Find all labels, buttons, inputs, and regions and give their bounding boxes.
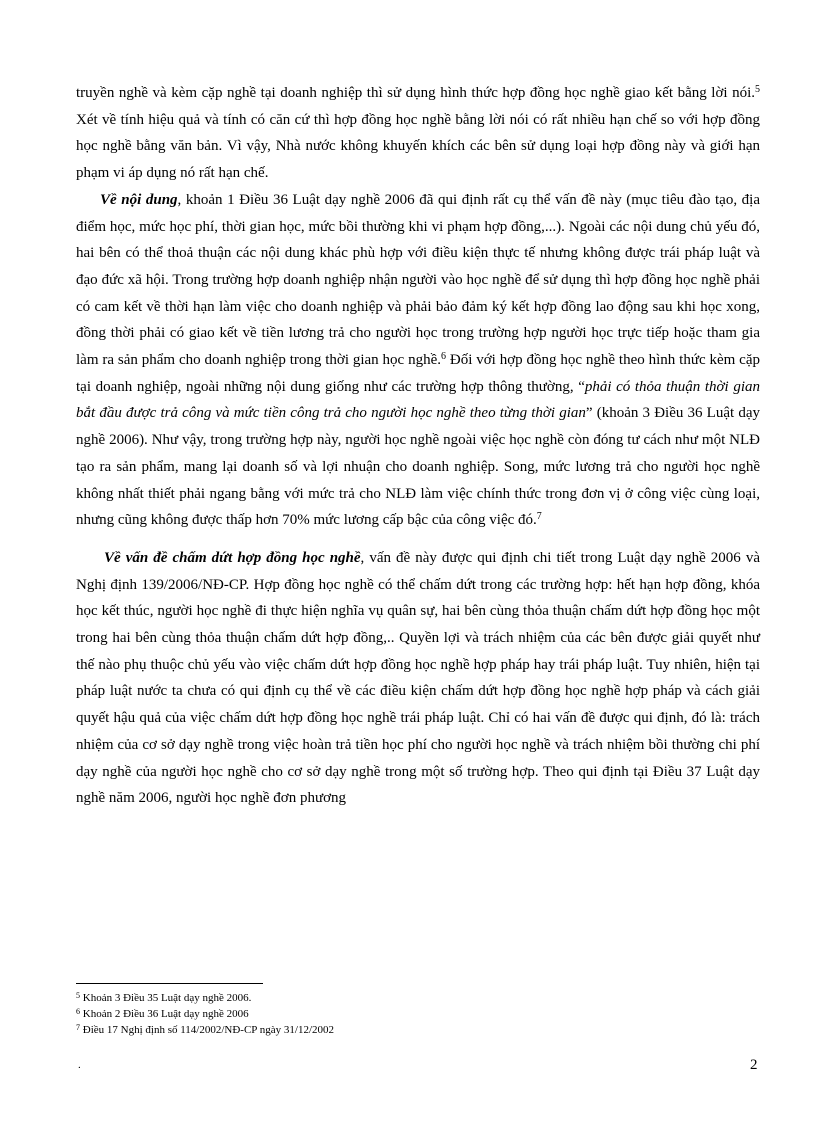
body-text (76, 80, 760, 812)
page-number: 2 (750, 1057, 758, 1073)
section-heading-termination: Về vấn đề chấm dứt hợp đồng học nghề (104, 549, 361, 566)
footnote-5: $^5$ Khoản 3 Điều 35 Luật dạy nghề 2006. (76, 991, 252, 1004)
footnote-7: $^7$ Điều 17 Nghị định số 114/2002/NĐ-CP ngày 31/12/2002 (76, 1023, 335, 1036)
footnote-ref-7[interactable]: 7 (536, 511, 542, 523)
paragraph-2: Về nội dung, khoản 1 Điều 36 Luật dạy nghề 2006 đã qui định rất cụ thể vấn đề này (mục tiêu đào tạo, địa điểm học, mức học phí, thời gian học, mức bồi thường khi vi phạm hợp đồng,...). Ngoài các nội dung chủ yếu đó, hai bên có thể thoả thuận các nội dung khác phù hợp với điều kiện thực tế nhưng không được trái pháp luật và đạo đức xã hội. Trong trường hợp doanh nghiệp nhận người vào học nghề để sử dụng thì hợp đồng học nghề phải có cam kết về thời hạn làm việc cho doanh nghiệp và phải bảo đảm ký kết hợp đồng lao động sau khi học xong, đồng thời phải có giao kết về tiền lương trả cho người học trong trường hợp người học trực tiếp hoặc tham gia làm ra sản phẩm cho doanh nghiệp trong thời gian học nghề.$^6$ Đối với hợp đồng học nghề theo hình thức kèm cặp tại doanh nghiệp, ngoài những nội dung giống như các trường hợp thông thường, “phải có thỏa thuận thời gian bắt đầu được trả công và mức tiền công trả cho người học nghề theo từng thời gian” (khoản 3 Điều 36 Luật dạy nghề 2006). Như vậy, trong trường hợp này, người học nghề ngoài việc học nghề còn đóng tư cách như một NLĐ tạo ra sản phẩm, mang lại doanh số và lợi nhuận cho doanh nghiệp. Song, mức lương trả cho người học nghề không nhất thiết phải ngang bằng với mức trả cho NLĐ làm việc chính thức trong đơn vị ở công việc cùng loại, nhưng cũng không được thấp hơn 70% mức lương cấp bậc của công việc đó.$^7$ (76, 191, 761, 529)
footnote-6: $^6$ Khoản 2 Điều 36 Luật dạy nghề 2006 (76, 1007, 249, 1020)
footnotes (76, 990, 576, 1038)
footnote-ref-5[interactable]: 5 (755, 84, 760, 95)
section-heading-content: Về nội dung (100, 191, 178, 208)
footnote-separator (76, 983, 263, 984)
quoted-text: phải có thỏa thuận thời gian bắt đầu được trả công và mức tiền công trả cho người học nghề theo từng thời gian (76, 378, 760, 422)
paragraph-1: truyền nghề và kèm cặp nghề tại doanh nghiệp thì sử dụng hình thức hợp đồng học nghề giao kết bằng lời nói.$^5$ Xét về tính hiệu quả và tính có căn cứ thì hợp đồng học nghề bằng lời nói có rất nhiều hạn chế so với hợp đồng học nghề bằng văn bản. Vì vậy, Nhà nước không khuyến khích các bên sử dụng loại hợp đồng này và giới hạn phạm vi áp dụng nó rất hạn chế. (76, 84, 760, 182)
paragraph-3: Về vấn đề chấm dứt hợp đồng học nghề, vấn đề này được qui định chi tiết trong Luật dạy nghề 2006 và Nghị định 139/2006/NĐ-CP. Hợp đồng học nghề có thể chấm dứt trong các trường hợp: hết hạn hợp đồng, khóa học kết thúc, người học nghề đi thực hiện nghĩa vụ quân sự, hai bên cùng thỏa thuận chấm dứt hợp đồng học một trong hai bên cùng thỏa thuận chấm dứt hợp đồng,.. Quyền lợi và trách nhiệm của các bên được giải quyết như thế nào phụ thuộc chủ yếu vào việc chấm dứt hợp đồng học nghề hợp pháp hay trái pháp luật. Tuy nhiên, hiện tại pháp luật nước ta chưa có qui định cụ thể về các điều kiện chấm dứt hợp đồng học nghề hợp pháp và cách giải quyết hậu quả của việc chấm dứt hợp đồng học nghề trái pháp luật. Chỉ có hai vấn đề được qui định, đó là: trách nhiệm của cơ sở dạy nghề trong việc hoàn trả tiền học phí cho người học nghề và trách nhiệm bồi thường chi phí dạy nghề của người học nghề cho cơ sở dạy nghề trong một số trường hợp. Theo qui định tại Điều 37 Luật dạy nghề năm 2006, người học nghề đơn phương (76, 549, 761, 807)
footer-dot: . (78, 1059, 81, 1071)
footnote-ref-6[interactable]: 6 (441, 351, 446, 363)
